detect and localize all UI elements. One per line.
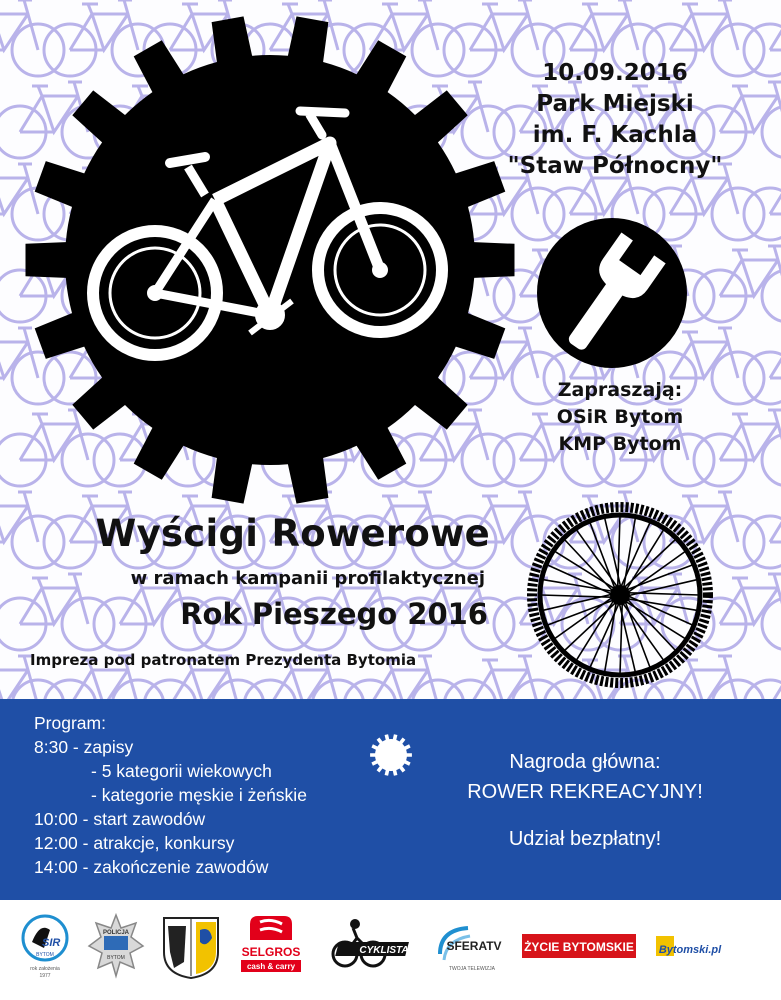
prize-info bbox=[445, 747, 725, 807]
osir-logo-year: 1977 bbox=[39, 973, 51, 979]
program-item: 12:00 - atrakcje, konkursy bbox=[34, 833, 235, 853]
osir-logo-since: rok założenia bbox=[30, 966, 60, 972]
policja-bytom-logo bbox=[87, 912, 145, 982]
osir-logo-text: SIR bbox=[42, 937, 61, 949]
osir-logo-city: BYTOM bbox=[36, 952, 54, 958]
bytomski-pl-logo bbox=[652, 912, 724, 982]
sferatv-logo-sub: TWOJA TELEWIZJA bbox=[448, 966, 496, 972]
event-title: Wyścigi Rowerowe bbox=[95, 512, 490, 555]
zycie-bytomskie-logo bbox=[520, 912, 638, 982]
organizers-heading: Zapraszają: bbox=[557, 379, 683, 401]
event-location-3: "Staw Północny" bbox=[507, 153, 723, 179]
program-list bbox=[34, 711, 307, 879]
program-item: - 5 kategorii wiekowych bbox=[91, 761, 272, 781]
organizer-osir: OSiR Bytom bbox=[556, 406, 684, 428]
cyklista-logo bbox=[327, 912, 419, 982]
silesia-coat-of-arms-logo bbox=[160, 912, 222, 982]
wrench-icon bbox=[537, 218, 687, 368]
campaign-name: Rok Pieszego 2016 bbox=[180, 597, 488, 631]
program-item: 8:30 - zapisy bbox=[34, 737, 134, 757]
selgros-logo-sub: cash & carry bbox=[246, 962, 296, 971]
event-location-2: im. F. Kachla bbox=[532, 122, 698, 148]
prize-value: ROWER REKREACYJNY! bbox=[467, 781, 703, 803]
organizers bbox=[535, 377, 705, 458]
event-location-1: Park Miejski bbox=[536, 91, 694, 117]
policja-logo-text: POLICJA bbox=[102, 930, 130, 936]
event-info bbox=[500, 58, 730, 182]
bike-wheel-icon bbox=[525, 500, 715, 690]
selgros-logo bbox=[236, 912, 306, 982]
osir-bytom-logo bbox=[20, 912, 70, 982]
gear-bike-emblem bbox=[0, 15, 540, 515]
event-date: 10.09.2016 bbox=[542, 60, 688, 86]
patronage-note: Impreza pod patronatem Prezydenta Bytomia bbox=[30, 651, 417, 669]
sferatv-logo bbox=[432, 912, 508, 982]
prize-label: Nagroda główna: bbox=[509, 751, 661, 773]
policja-logo-city: BYTOM bbox=[107, 955, 125, 961]
event-subtitle: w ramach kampanii profilaktycznej bbox=[130, 568, 485, 589]
organizer-kmp: KMP Bytom bbox=[558, 433, 682, 455]
program-item: 10:00 - start zawodów bbox=[34, 809, 206, 829]
cyklista-logo-text: CYKLISTA bbox=[359, 945, 409, 956]
program-item: 14:00 - zakończenie zawodów bbox=[34, 857, 269, 877]
bytomski-logo-text: Bytomski.pl bbox=[658, 944, 722, 956]
program-heading: Program: bbox=[34, 713, 106, 733]
small-gear-icon bbox=[369, 733, 413, 777]
sferatv-logo-text: SFERATV bbox=[446, 939, 502, 953]
zycie-logo-text: ŻYCIE BYTOMSKIE bbox=[524, 940, 634, 954]
program-item: - kategorie męskie i żeńskie bbox=[91, 785, 307, 805]
selgros-logo-name: SELGROS bbox=[241, 945, 301, 959]
free-entry-note: Udział bezpłatny! bbox=[508, 828, 662, 850]
